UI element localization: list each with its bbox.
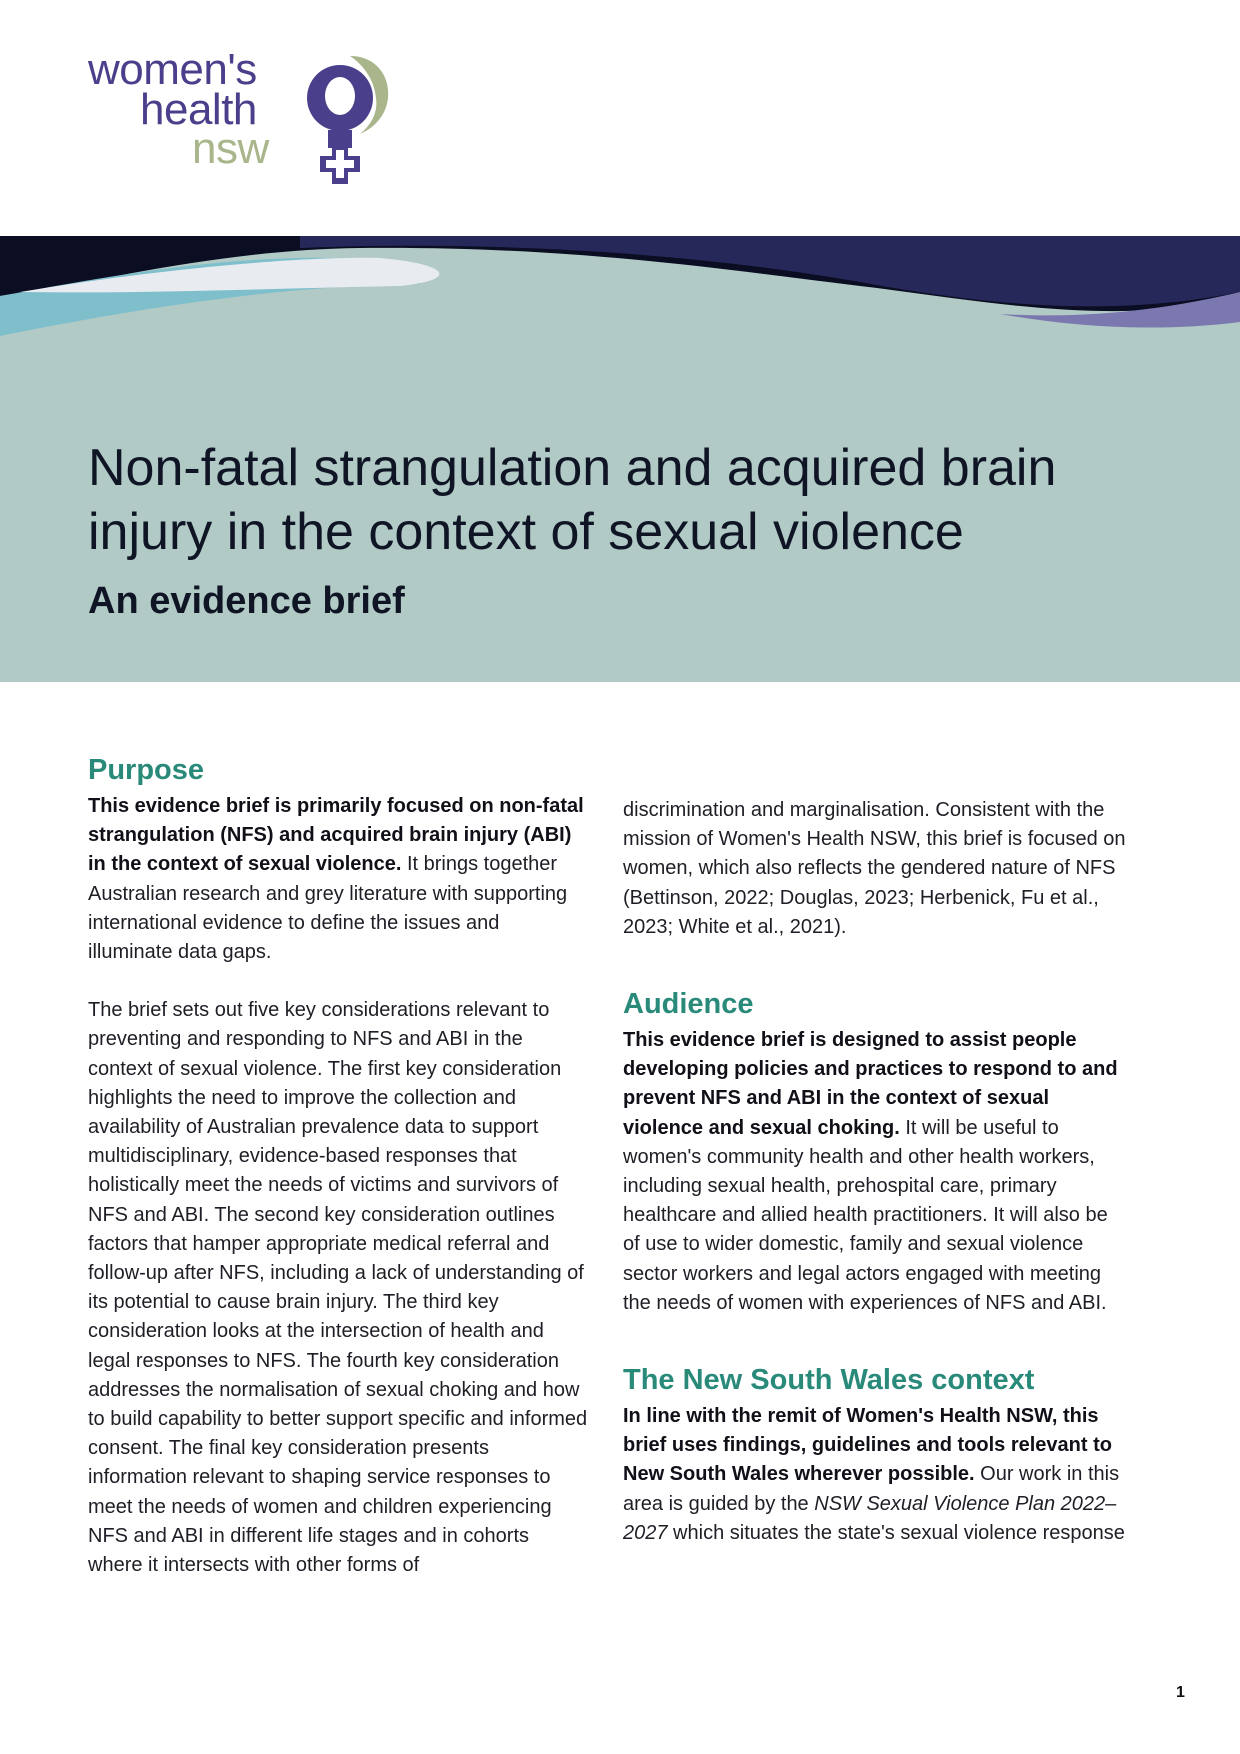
- page-subtitle: An evidence brief: [88, 580, 405, 622]
- nsw-body-1: Our work in this area is guided by the: [623, 1463, 1120, 1515]
- purpose-heading: Purpose: [88, 754, 205, 786]
- audience-lead: This evidence brief is designed to assist people developing policies and practices to respond to and prevent NFS and ABI in the context of sexual violence and sexual choking.: [623, 1029, 1118, 1139]
- purpose-paragraph-1: [88, 792, 588, 967]
- purpose-body: It brings together Australian research and grey literature with supporting international evidence to define the issues and illuminate data gaps.: [88, 853, 568, 964]
- logo-line-womens: women's: [88, 45, 257, 94]
- purpose-paragraph-2: The brief sets out five key considerations relevant to preventing and responding to NFS and ABI in the context of sexual violence. The first key consideration highlights the need to improve the collection and availability of Australian prevalence data to support multidisciplinary, evidence-based responses that holistically meet the needs of victims and survivors of NFS and ABI. The second key consideration outlines factors that hamper appropriate medical referral and follow-up after NFS, including a lack of understanding of its potential to cause brain injury. The third key consideration looks at the intersection of health and legal responses to NFS. The fourth key consideration addresses the normalisation of sexual choking and how to build capability to better support specific and informed consent. The final key consideration presents information relevant to shaping service responses to meet the needs of women and children experiencing NFS and ABI in different life stages and in cohorts where it intersects with other forms of: [88, 999, 588, 1577]
- brand-logo: [88, 45, 408, 190]
- hero-section: [0, 350, 1240, 682]
- audience-heading: Audience: [623, 988, 754, 1021]
- page-number: 1: [1176, 1684, 1185, 1701]
- logo-wordmark: [88, 45, 269, 174]
- left-column: [88, 752, 588, 1580]
- audience-paragraph: [623, 1026, 1128, 1318]
- nsw-plan-title: NSW Sexual Violence Plan 2022–2027: [623, 1492, 1117, 1544]
- logo-line-health: health: [140, 84, 257, 134]
- audience-body: It will be useful to women's community health and other health workers, including sexual health, prehospital care, primary healthcare and allied health practitioners. It will also be of use to wider domestic, family and sexual violence sector workers and legal actors engaged with meeting the needs of women with experiences of NFS and ABI.: [623, 1116, 1108, 1314]
- page-title: Non-fatal strangulation and acquired brain injury in the context of sexual violence: [88, 439, 1057, 561]
- logo-line-nsw: nsw: [192, 124, 269, 174]
- nsw-context-paragraph: [623, 1402, 1128, 1548]
- nsw-body-2: which situates the state's sexual violence response: [667, 1521, 1125, 1544]
- nsw-context-heading: The New South Wales context: [623, 1364, 1035, 1397]
- nsw-lead: In line with the remit of Women's Health NSW, this brief uses findings, guidelines and tools relevant to New South Wales wherever possible.: [623, 1405, 1112, 1486]
- female-symbol-icon: [288, 50, 398, 185]
- header-wave-banner: [0, 236, 1240, 351]
- purpose-lead: This evidence brief is primarily focused on non-fatal strangulation (NFS) and acquired brain injury (ABI) in the context of sexual violence.: [88, 795, 584, 876]
- purpose-continued: discrimination and marginalisation. Consistent with the mission of Women's Health NSW, this brief is focused on women, which also reflects the gendered nature of NFS (Bettinson, 2022; Douglas, 2023; Herbenick, Fu et al., 2023; White et al., 2021).: [623, 799, 1126, 938]
- right-column: [623, 796, 1128, 1548]
